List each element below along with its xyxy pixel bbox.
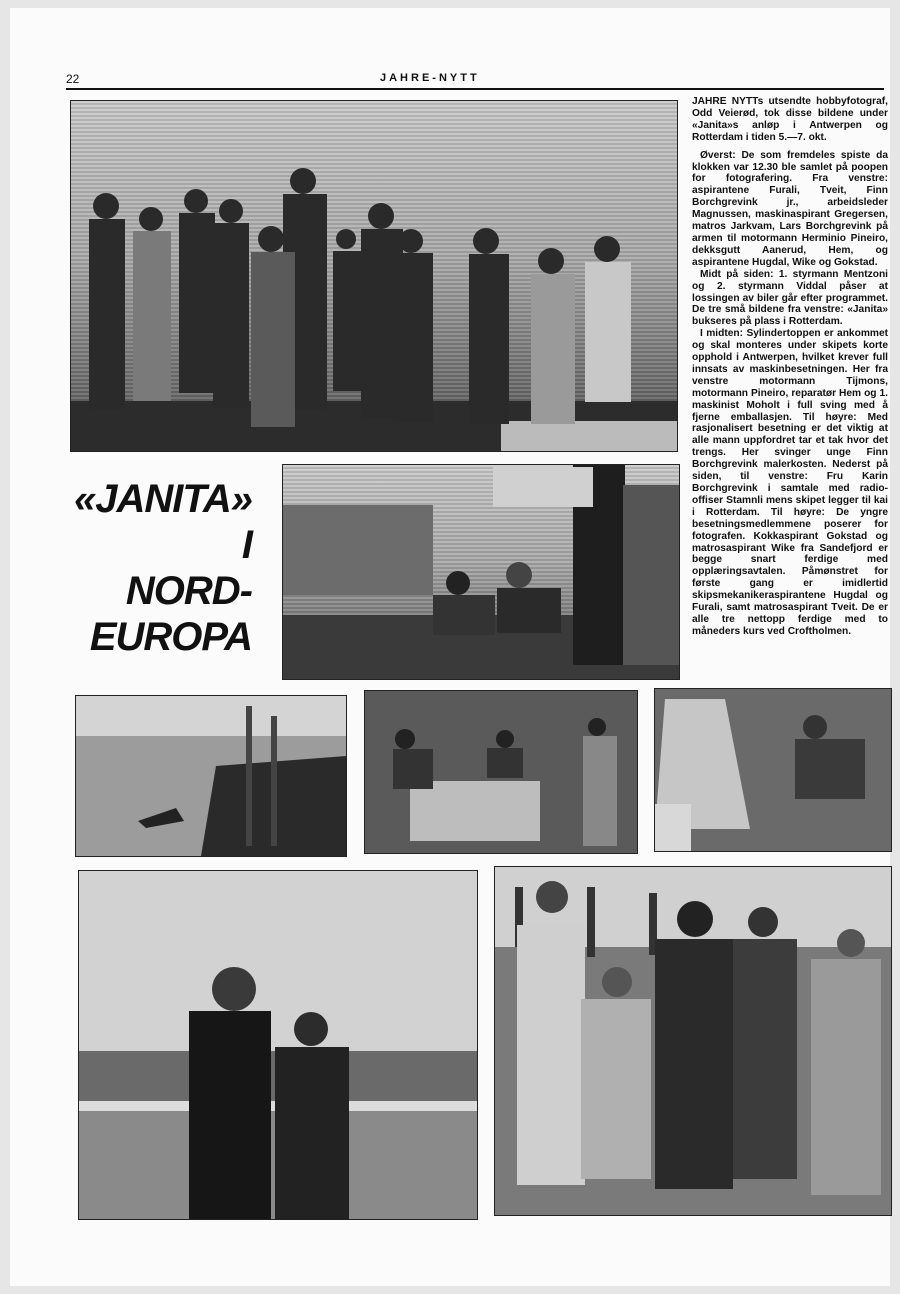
headline-line-2: I [241, 523, 252, 567]
headline-line-1: «JANITA» [74, 477, 252, 521]
header-rule [66, 88, 884, 90]
crew-group-photo [70, 100, 678, 452]
caption-paragraph: I midten: Sylindertoppen er ankommet og skal monteres under skipets korte opphold i Antwerpen, hvilket krever full innsats av maskinbesetningen. Her fra venstre motormann Tijmons, motormann Pineiro, reparatør Hem og 1. maskinist Moholt i full sving med å fjerne emballasjen. Til høyre: Med rasjonalisert besetning er det viktig at alle mann uppfordret tar et tak hvor det trengs. Her svinger unge Finn Borchgrevink malerkosten. Nederst på siden, til venstre: Fru Karin Borchgrevink i samtale med radio-offiser Stamnli mens skipet legger til kai i Rotterdam. Til høyre: De yngre besetningsmedlemmene poserer for fotografen. Kokkaspirant Gokstad og matrosaspirant Wike fra Sandefjord er begge snart ferdige med opplæringsavtalen. Påmønstret for første gang er imidlertid skipsmekanikeraspirantene Hugdal og Furali, samt matrosaspirant Tveit. De er alle tre nettopp ferdige med to måneders kurs ved Croftholmen. [692, 328, 888, 637]
article-caption [692, 96, 888, 638]
tugboat-photo [75, 695, 347, 857]
cylinder-crate-photo [364, 690, 638, 854]
headline-line-4: EUROPA [89, 615, 252, 659]
caption-paragraph: Midt på siden: 1. styrmann Mentzoni og 2. styrmann Viddal påser at lossingen av biler går efter programmet. De tre små bildene fra venstre: «Janita» bukseres på plass i Rotterdam. [692, 268, 888, 328]
caption-paragraph: Øverst: De som fremdeles spiste da klokken var 12.30 ble samlet på poopen for fotografering. Fra venstre: aspirantene Furali, Tveit, Finn Borchgrevink jr., arbeidsleder Magnussen, maskinaspirant Gregersen, matros Jarkvam, Lars Borchgrevink på armen til motormann Herminio Pineiro, dekksgutt Aanerud, Hem, og aspirantene Hugdal, Wike og Gokstad. [692, 149, 888, 268]
young-crew-photo [494, 866, 892, 1216]
painter-photo [654, 688, 892, 852]
running-head: JAHRE-NYTT [380, 72, 480, 84]
officers-on-deck-photo [282, 464, 680, 680]
conversation-photo [78, 870, 478, 1220]
article-headline [66, 476, 252, 660]
page-number: 22 [66, 72, 80, 86]
caption-intro: JAHRE NYTTs utsendte hobbyfotograf, Odd Veierød, tok disse bildene under «Janita»s anløp i Antwerpen og Rotterdam i tiden 5.—7. okt. [692, 96, 888, 143]
headline-line-3: NORD- [125, 569, 252, 613]
